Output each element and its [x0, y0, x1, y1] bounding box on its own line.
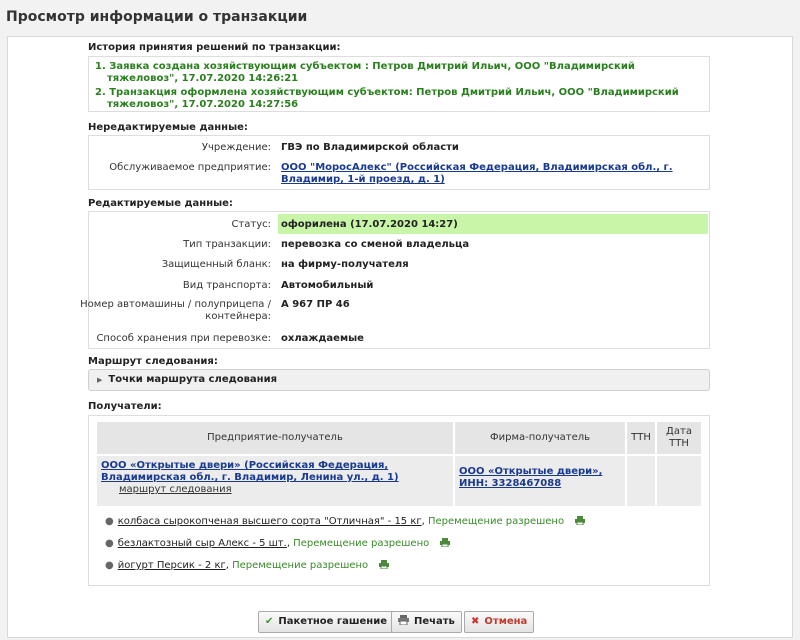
print-label: Печать [414, 616, 455, 627]
batch-redeem-label: Пакетное гашение [278, 616, 387, 627]
ttn-date-cell [657, 456, 701, 506]
blank-label: Защищенный бланк: [161, 259, 271, 270]
product-link[interactable]: йогурт Персик - 2 кг [117, 560, 226, 571]
vehicle-label: Номер автомашины / полуприцепа / контейнера: [80, 299, 271, 322]
product-item: ● колбаса сырокопченая высшего сорта "Отличная" - 15 кг, Перемещение разрешено [105, 516, 585, 527]
editable-box [80, 211, 710, 349]
col-ttn-date-header: Дата ТТН [657, 422, 701, 454]
close-icon: ✖ [471, 616, 480, 627]
enterprise-link[interactable]: ООО "МоросАлекс" (Российская Федерация, Владимирская обл., г. Владимир, 1-й проезд, д. 1) [281, 162, 673, 185]
printer-icon[interactable] [575, 516, 585, 525]
product-item: ● безлактозный сыр Алекс - 5 шт., Перемещение разрешено [105, 538, 450, 549]
recipient-firm-link[interactable]: ООО «Открытые двери», ИНН: 3328467088 [459, 466, 603, 489]
history-box [88, 56, 710, 112]
printer-icon [398, 615, 409, 625]
history-item: 2. Транзакция оформлена хозяйствующим субъектом: Петров Дмитрий Ильич, ООО "Владимирский тяжеловоз", 17.07.2020 14:27:56 [95, 87, 679, 110]
readonly-box [88, 135, 710, 190]
firm-cell [455, 456, 625, 506]
institution-label: Учреждение: [201, 142, 271, 153]
enterprise-label: Обслуживаемое предприятие: [109, 162, 271, 173]
col-ttn-header: ТТН [627, 422, 655, 454]
transaction-type-value: перевозка со сменой владельца [281, 239, 470, 250]
route-points-toggle[interactable] [88, 369, 710, 391]
product-item: ● йогурт Персик - 2 кг, Перемещение разрешено [105, 560, 389, 571]
enterprise-cell [97, 456, 453, 506]
history-item: 1. Заявка создана хозяйствующим субъектом : Петров Дмитрий Ильич, ООО "Владимирский тяжеловоз", 17.07.2020 14:26:21 [95, 61, 635, 84]
storage-label: Способ хранения при перевозке: [96, 333, 271, 344]
institution-value: ГВЭ по Владимирской области [281, 142, 459, 153]
cancel-label: Отмена [484, 616, 528, 627]
storage-value: охлаждаемые [281, 333, 364, 344]
col-firm-header: Фирма-получатель [455, 422, 625, 454]
product-status: Перемещение разрешено [232, 560, 369, 571]
transport-label: Вид транспорта: [182, 280, 271, 291]
product-status: Перемещение разрешено [293, 538, 430, 549]
print-button[interactable] [391, 611, 462, 633]
transaction-type-label: Тип транзакции: [183, 239, 271, 250]
blank-value: на фирму-получателя [281, 259, 409, 270]
history-title: История принятия решений по транзакции: [88, 42, 341, 53]
product-status: Перемещение разрешено [428, 516, 565, 527]
recipients-box [88, 415, 710, 586]
cancel-button[interactable] [464, 611, 534, 633]
printer-icon[interactable] [379, 560, 389, 569]
editable-title: Редактируемые данные: [88, 198, 233, 209]
vehicle-value: А 967 ПР 46 [281, 299, 350, 310]
recipients-title: Получатели: [88, 401, 162, 412]
batch-redeem-button[interactable] [258, 611, 394, 633]
readonly-title: Нередактируемые данные: [88, 122, 248, 133]
route-points-label: Точки маршрута следования [108, 374, 278, 385]
product-link[interactable]: колбаса сырокопченая высшего сорта "Отличная" - 15 кг [117, 516, 422, 527]
status-value: офорилена (17.07.2020 14:27) [281, 219, 458, 230]
printer-icon[interactable] [440, 538, 450, 547]
route-title: Маршрут следования: [88, 356, 218, 367]
status-label: Статус: [231, 219, 271, 230]
ttn-cell [627, 456, 655, 506]
recipient-enterprise-link[interactable]: ООО «Открытые двери» (Российская Федерация, Владимирская обл., г. Владимир, Ленина ул., д. 1) [101, 460, 399, 483]
transport-value: Автомобильный [281, 280, 374, 291]
product-link[interactable]: безлактозный сыр Алекс - 5 шт. [117, 538, 287, 549]
page-title: Просмотр информации о транзакции [6, 9, 308, 25]
check-icon: ✔ [265, 616, 274, 627]
route-link[interactable]: маршрут следования [119, 484, 232, 495]
col-enterprise-header: Предприятие-получатель [97, 422, 453, 454]
expand-arrow-icon: ▶ [97, 376, 103, 384]
